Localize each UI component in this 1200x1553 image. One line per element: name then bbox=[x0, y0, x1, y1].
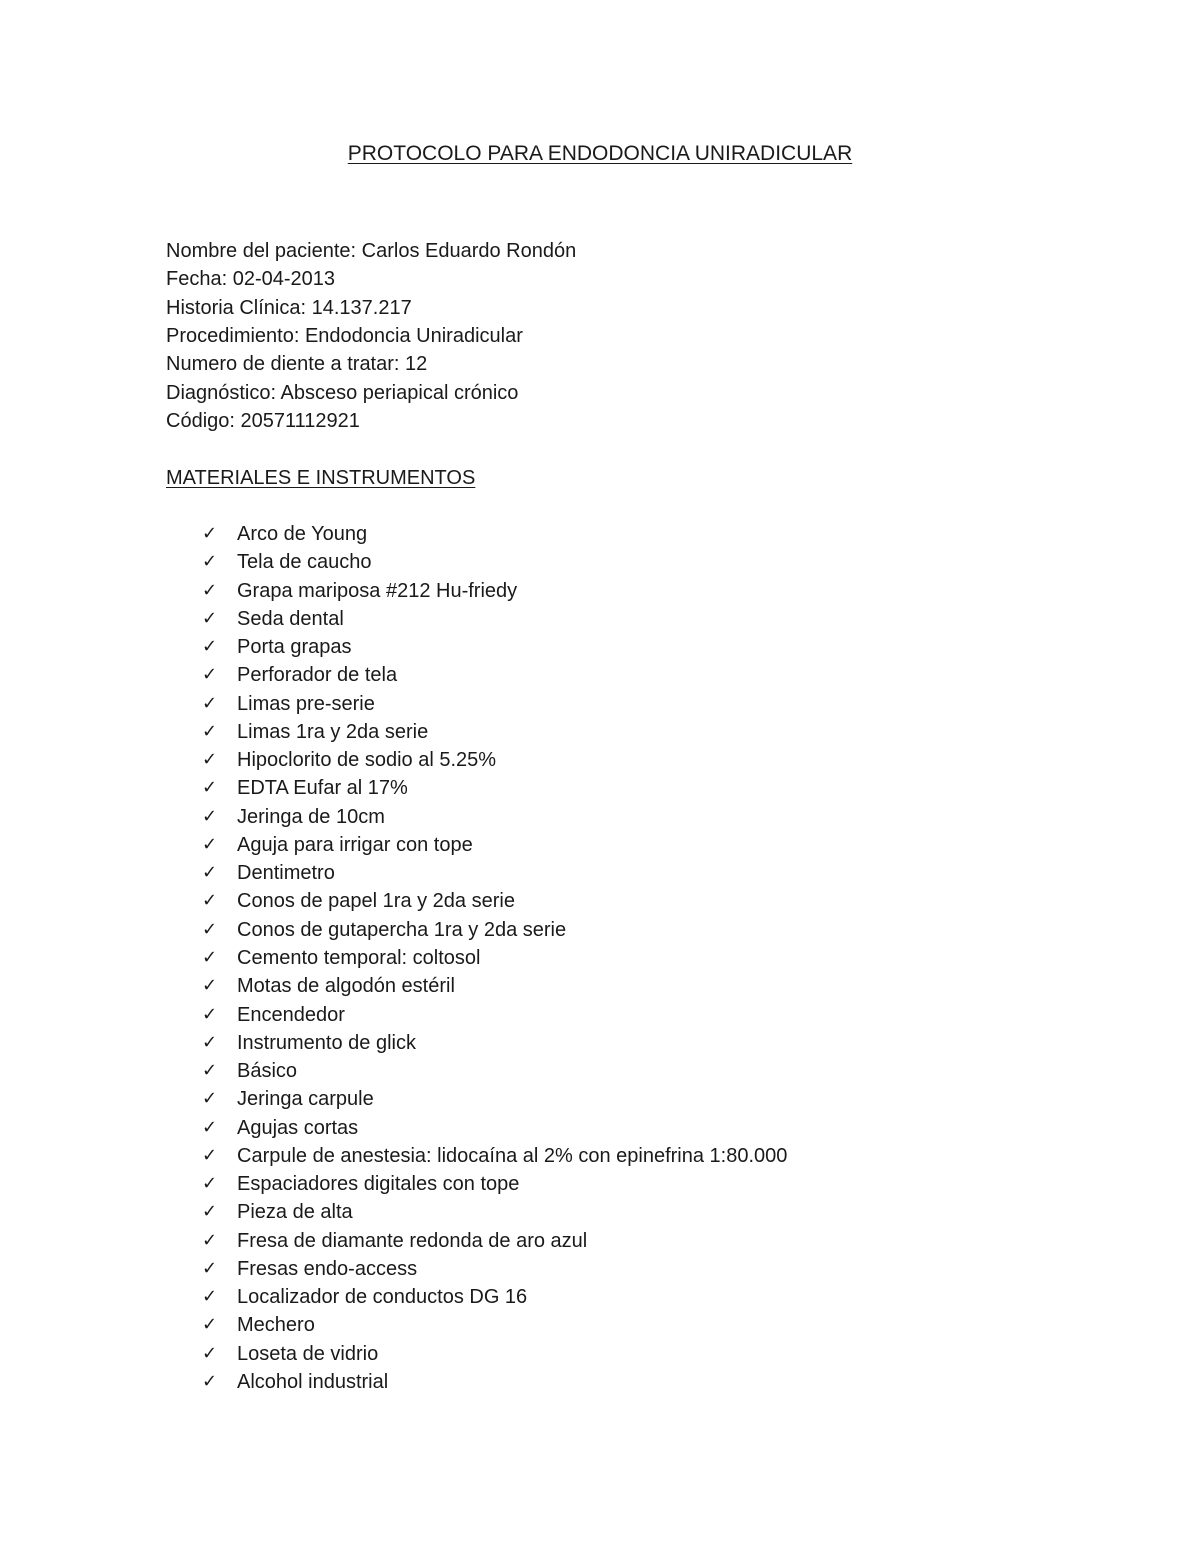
checkmark-icon: ✓ bbox=[202, 918, 218, 940]
checkmark-icon: ✓ bbox=[202, 1116, 218, 1138]
material-item-label: Porta grapas bbox=[237, 636, 352, 659]
material-item-label: Cemento temporal: coltosol bbox=[237, 946, 481, 969]
info-tooth-number: Numero de diente a tratar: 12 bbox=[166, 353, 428, 376]
checkmark-icon: ✓ bbox=[202, 692, 218, 714]
info-clinical-history: Historia Clínica: 14.137.217 bbox=[166, 296, 412, 319]
info-diagnosis: Diagnóstico: Absceso periapical crónico bbox=[166, 381, 519, 404]
checkmark-icon: ✓ bbox=[202, 664, 218, 686]
material-item-label: Agujas cortas bbox=[237, 1116, 359, 1139]
material-item-label: Fresa de diamante redonda de aro azul bbox=[237, 1229, 588, 1252]
checkmark-icon: ✓ bbox=[202, 1314, 218, 1336]
materials-heading: MATERIALES E INSTRUMENTOS bbox=[166, 467, 476, 489]
checkmark-icon: ✓ bbox=[202, 523, 218, 544]
material-item-label: Limas pre-serie bbox=[237, 692, 375, 715]
checkmark-icon: ✓ bbox=[202, 975, 218, 997]
info-procedure: Procedimiento: Endodoncia Uniradicular bbox=[166, 324, 523, 347]
checkmark-icon: ✓ bbox=[202, 862, 218, 884]
material-item-label: Dentimetro bbox=[237, 862, 335, 885]
checkmark-icon: ✓ bbox=[202, 720, 218, 742]
material-item-label: Espaciadores digitales con tope bbox=[237, 1173, 520, 1196]
material-item-label: Hipoclorito de sodio al 5.25% bbox=[237, 749, 497, 772]
checkmark-icon: ✓ bbox=[202, 1257, 218, 1279]
material-item-label: Jeringa de 10cm bbox=[237, 805, 385, 828]
checkmark-icon: ✓ bbox=[202, 551, 218, 573]
checkmark-icon: ✓ bbox=[202, 1229, 218, 1251]
material-item-label: Motas de algodón estéril bbox=[237, 975, 455, 998]
checkmark-icon: ✓ bbox=[202, 1342, 218, 1364]
material-item-label: Básico bbox=[237, 1060, 298, 1083]
info-patient-name: Nombre del paciente: Carlos Eduardo Rondón bbox=[166, 240, 577, 262]
material-item-label: Grapa mariposa #212 Hu-friedy bbox=[237, 579, 518, 602]
checkmark-icon: ✓ bbox=[202, 1003, 218, 1025]
patient-info bbox=[166, 237, 576, 435]
checkmark-icon: ✓ bbox=[202, 777, 218, 799]
info-code: Código: 20571112921 bbox=[166, 409, 360, 432]
material-item-label: Seda dental bbox=[237, 607, 344, 630]
checkmark-icon: ✓ bbox=[202, 1031, 218, 1053]
checkmark-icon: ✓ bbox=[202, 833, 218, 855]
checkmark-icon: ✓ bbox=[202, 1088, 218, 1110]
checkmark-icon: ✓ bbox=[202, 1201, 218, 1223]
material-item-label: Aguja para irrigar con tope bbox=[237, 833, 473, 856]
material-item-label: Perforador de tela bbox=[237, 664, 398, 687]
material-item-label: Limas 1ra y 2da serie bbox=[237, 720, 429, 743]
material-item-label: Fresas endo-access bbox=[237, 1257, 418, 1280]
checkmark-icon: ✓ bbox=[202, 1173, 218, 1195]
material-item-label: Localizador de conductos DG 16 bbox=[237, 1286, 528, 1309]
material-item-label: Loseta de vidrio bbox=[237, 1342, 379, 1365]
material-item-label: Conos de papel 1ra y 2da serie bbox=[237, 890, 515, 913]
material-item-label: Conos de gutapercha 1ra y 2da serie bbox=[237, 918, 567, 941]
checkmark-icon: ✓ bbox=[202, 946, 218, 968]
material-item-label: Mechero bbox=[237, 1314, 315, 1337]
material-item-label: EDTA Eufar al 17% bbox=[237, 777, 408, 800]
material-item-label: Alcohol industrial bbox=[237, 1370, 389, 1393]
checkmark-icon: ✓ bbox=[202, 1060, 218, 1082]
material-item-label: Instrumento de glick bbox=[237, 1031, 416, 1054]
checkmark-icon: ✓ bbox=[202, 805, 218, 827]
checkmark-icon: ✓ bbox=[202, 749, 218, 771]
document-title: PROTOCOLO PARA ENDODONCIA UNIRADICULAR bbox=[347, 142, 853, 165]
material-item-label: Carpule de anestesia: lidocaína al 2% con epinefrina 1:80.000 bbox=[237, 1144, 788, 1167]
material-item-label: Tela de caucho bbox=[237, 551, 372, 574]
material-item-label: Pieza de alta bbox=[237, 1201, 353, 1224]
material-item-label: Arco de Young bbox=[237, 523, 368, 545]
checkmark-icon: ✓ bbox=[202, 607, 218, 629]
material-item-label: Encendedor bbox=[237, 1003, 345, 1026]
checkmark-icon: ✓ bbox=[202, 1144, 218, 1166]
checkmark-icon: ✓ bbox=[202, 890, 218, 912]
checkmark-icon: ✓ bbox=[202, 1286, 218, 1308]
checkmark-icon: ✓ bbox=[202, 636, 218, 658]
material-item-label: Jeringa carpule bbox=[237, 1088, 374, 1111]
info-date: Fecha: 02-04-2013 bbox=[166, 268, 336, 291]
checkmark-icon: ✓ bbox=[202, 579, 218, 601]
checkmark-icon: ✓ bbox=[202, 1370, 218, 1392]
